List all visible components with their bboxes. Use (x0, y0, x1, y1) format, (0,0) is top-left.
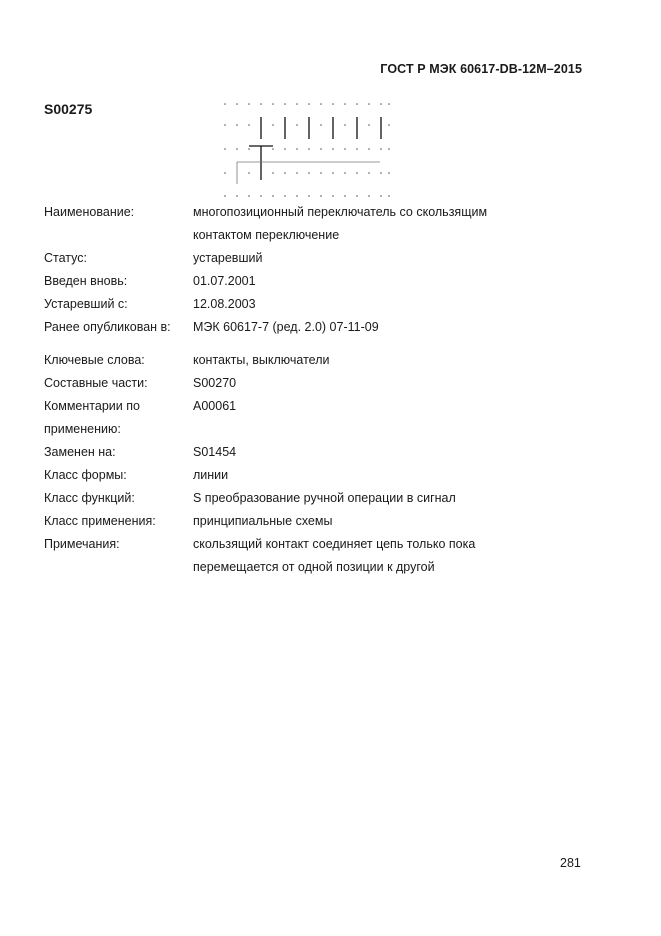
field-value: многопозиционный переключатель со скользящим (193, 205, 488, 219)
field-value: 01.07.2001 (193, 274, 256, 288)
field-value: МЭК 60617-7 (ред. 2.0) 07-11-09 (193, 320, 379, 334)
page-number: 281 (560, 856, 581, 870)
field-label: Ранее опубликован в: (44, 320, 171, 334)
field-value: устаревший (193, 251, 263, 265)
field-label: Класс применения: (44, 514, 156, 528)
field-label: Введен вновь: (44, 274, 128, 288)
field-label: Комментарии по (44, 399, 140, 413)
field-label: Составные части: (44, 376, 148, 390)
field-label: Наименование: (44, 205, 135, 219)
field-value: скользящий контакт соединяет цепь только пока (193, 537, 476, 551)
switch-symbol-icon (222, 100, 397, 202)
field-value: A00061 (193, 399, 237, 413)
field-label: Класс формы: (44, 468, 127, 482)
field-label: Класс функций: (44, 491, 135, 505)
field-value: контакты, выключатели (193, 353, 330, 367)
field-value: принципиальные схемы (193, 514, 333, 528)
field-label: Устаревший с: (44, 297, 128, 311)
grid-dots (224, 103, 390, 197)
field-label: Заменен на: (44, 445, 116, 459)
field-value: линии (193, 468, 229, 482)
field-label: Примечания: (44, 537, 120, 551)
field-value: S преобразование ручной операции в сигнал (193, 491, 456, 505)
field-value: контактом переключение (193, 228, 340, 242)
field-value: 12.08.2003 (193, 297, 256, 311)
field-value: S00270 (193, 376, 237, 390)
field-value: S01454 (193, 445, 237, 459)
contact-lines (249, 117, 381, 180)
symbol-code: S00275 (44, 101, 93, 117)
field-label: Статус: (44, 251, 87, 265)
field-value: перемещается от одной позиции к другой (193, 560, 435, 574)
field-label: применению: (44, 422, 121, 436)
field-label: Ключевые слова: (44, 353, 145, 367)
document-header: ГОСТ Р МЭК 60617-DB-12M–2015 (380, 62, 582, 76)
